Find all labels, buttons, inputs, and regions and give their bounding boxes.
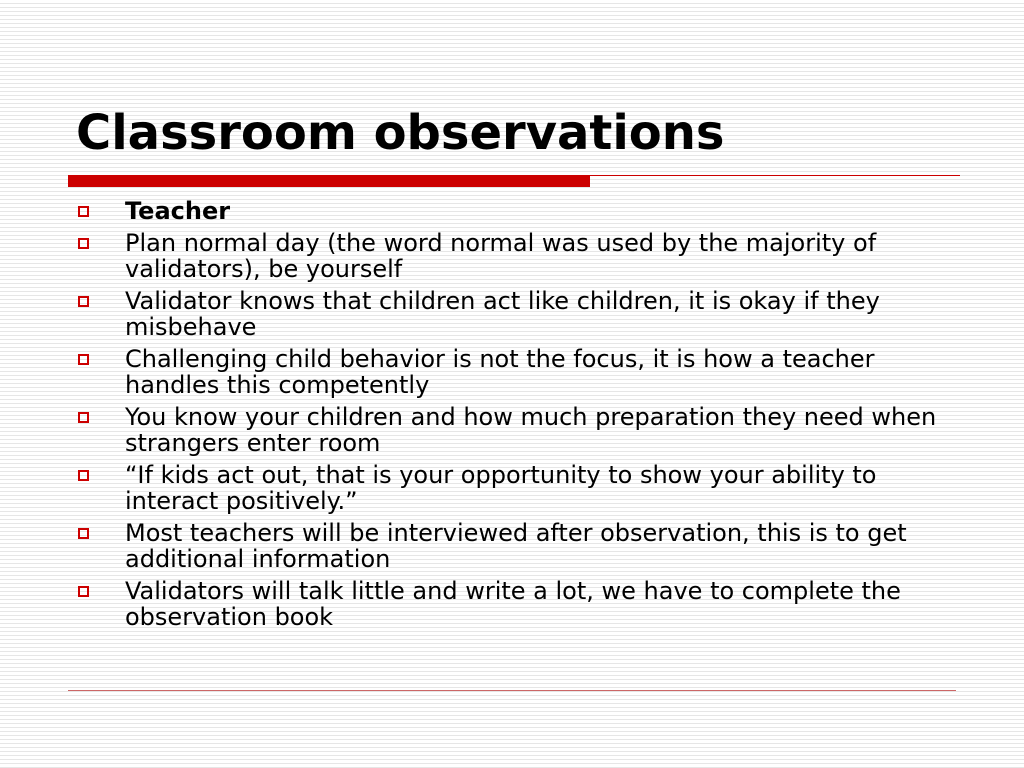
bullet-item-plan-normal-day — [76, 230, 956, 282]
bullet-item-interviewed-after — [76, 520, 956, 572]
title-underline-bar — [68, 175, 590, 187]
bullet-item-validator-knows — [76, 288, 956, 340]
bullet-item-know-your-children — [76, 404, 956, 456]
bullet-text: Most teachers will be interviewed after observation, this is to get additional information — [125, 519, 907, 573]
bullet-text: “If kids act out, that is your opportunity to show your ability to interact positively.” — [125, 461, 877, 515]
hollow-square-icon — [78, 412, 89, 423]
bullet-list — [76, 198, 956, 636]
bullet-text: Validators will talk little and write a lot, we have to complete the observation book — [125, 577, 901, 631]
hollow-square-icon — [78, 528, 89, 539]
bullet-item-teacher — [76, 198, 956, 224]
hollow-square-icon — [78, 354, 89, 365]
hollow-square-icon — [78, 586, 89, 597]
hollow-square-icon — [78, 238, 89, 249]
bullet-item-challenging-behavior — [76, 346, 956, 398]
bullet-text: Validator knows that children act like children, it is okay if they misbehave — [125, 287, 880, 341]
bullet-text: Teacher — [125, 197, 231, 225]
footer-divider — [68, 690, 956, 691]
hollow-square-icon — [78, 470, 89, 481]
bullet-item-kids-act-out-quote — [76, 462, 956, 514]
title-underline-line — [590, 175, 960, 176]
bullet-text: Challenging child behavior is not the focus, it is how a teacher handles this competently — [125, 345, 875, 399]
hollow-square-icon — [78, 296, 89, 307]
bullet-item-talk-little-write-lot — [76, 578, 956, 630]
slide-title: Classroom observations — [76, 105, 725, 161]
hollow-square-icon — [78, 206, 89, 217]
bullet-text: You know your children and how much preparation they need when strangers enter room — [125, 403, 937, 457]
bullet-text: Plan normal day (the word normal was used by the majority of validators), be yourself — [125, 229, 877, 283]
